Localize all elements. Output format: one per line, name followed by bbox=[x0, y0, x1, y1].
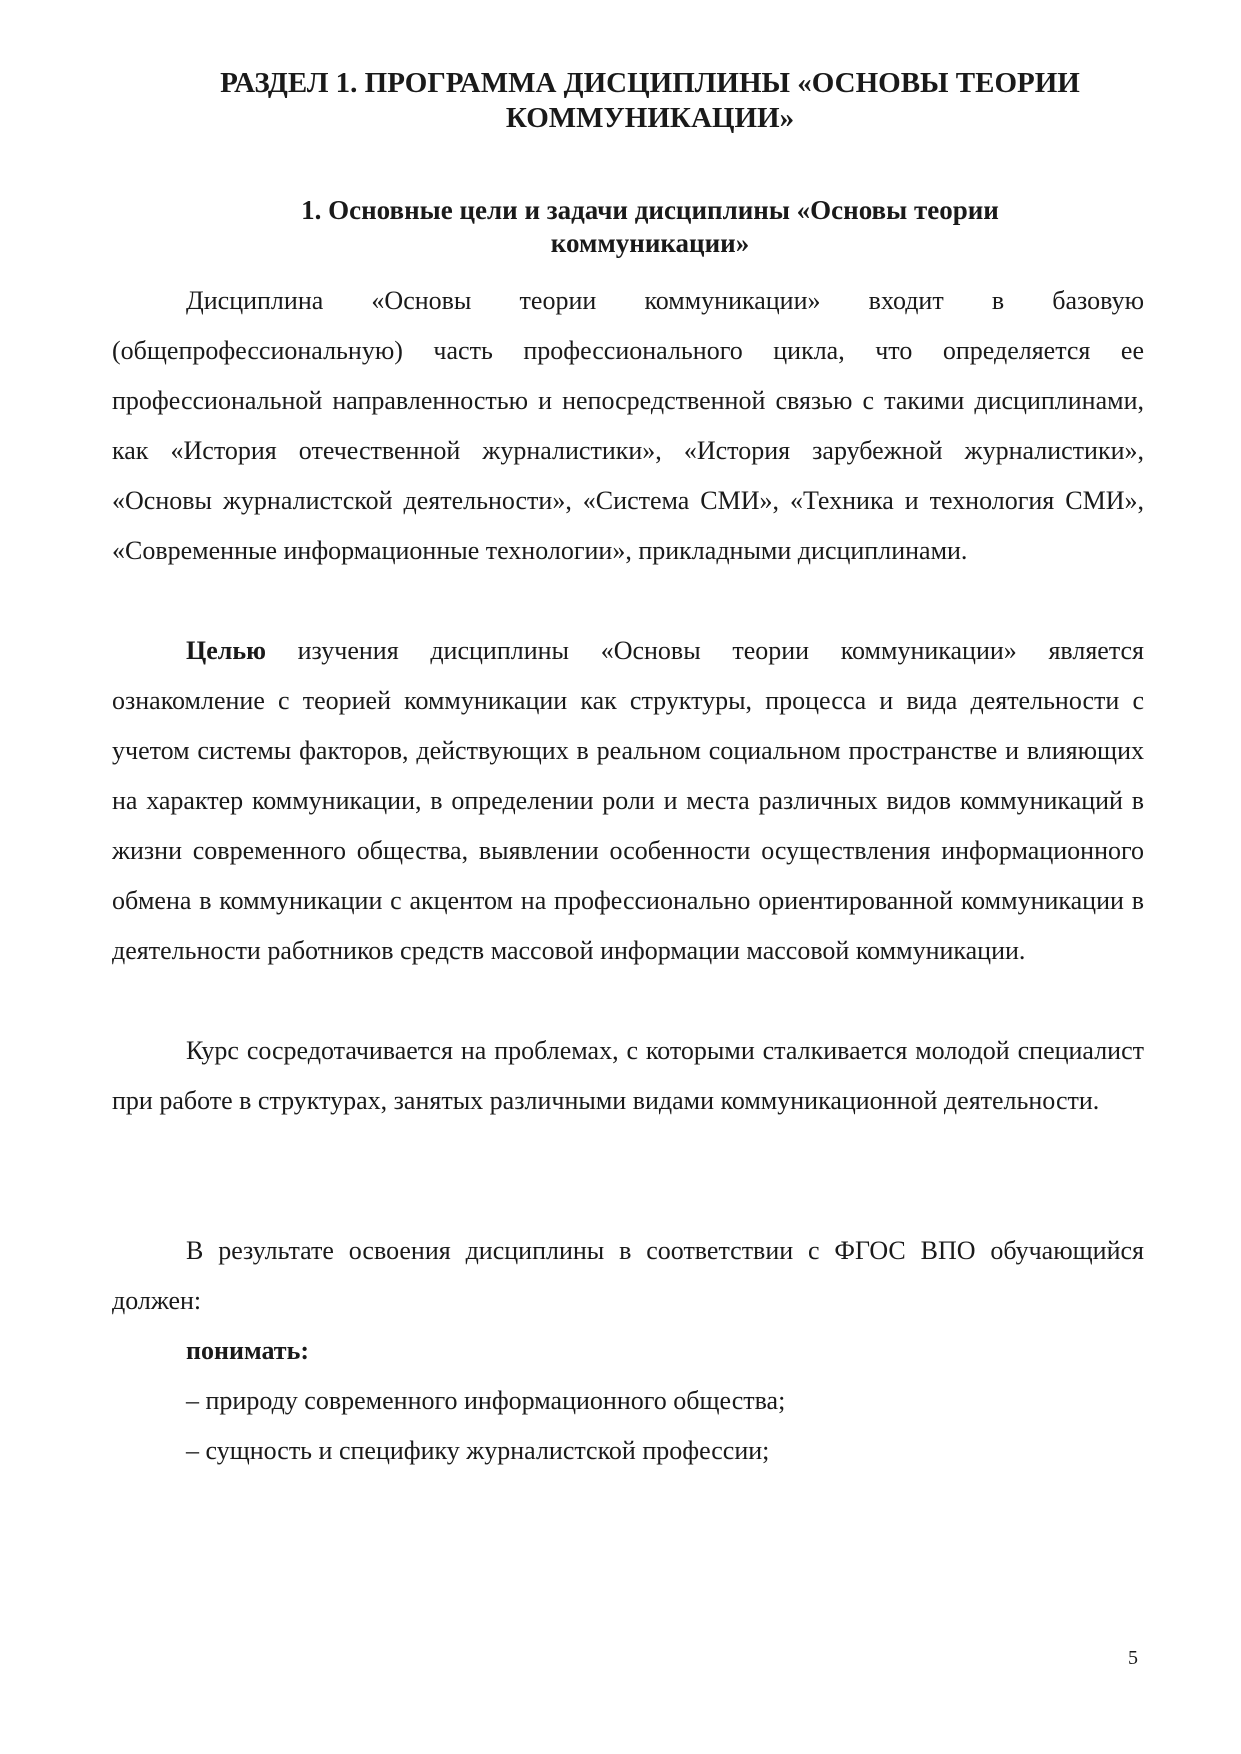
understand-list bbox=[186, 1376, 785, 1476]
understand-label: понимать: bbox=[186, 1336, 309, 1365]
list-item: – природу современного информационного общества; bbox=[186, 1386, 786, 1415]
section-title: РАЗДЕЛ 1. ПРОГРАММА ДИСЦИПЛИНЫ «ОСНОВЫ ТЕОРИИ КОММУНИКАЦИИ» bbox=[220, 67, 1080, 134]
goal-keyword: Целью bbox=[186, 636, 266, 665]
page-number: 5 bbox=[1128, 1647, 1138, 1669]
list-item: – сущность и специфику журналистской профессии; bbox=[186, 1436, 770, 1465]
goal-text: изучения дисциплины «Основы теории коммуникации» является ознакомление с теорией коммуникации как структуры, процесса и вида деятельности с учетом системы факторов, действующих в реальном социальном пространстве и влияющих на характер коммуникации, в определении роли и места различных видов коммуникаций в жизни современного общества, выявлении особенности осуществления информационного обмена в коммуникации с акцентом на профессионально ориентированной коммуникации в деятельности работников средств массовой информации массовой коммуникации. bbox=[112, 636, 1144, 965]
subsection-title: 1. Основные цели и задачи дисциплины «Основы теории коммуникации» bbox=[301, 195, 999, 258]
paragraph-course-focus: Курс сосредотачивается на проблемах, с которыми сталкивается молодой специалист при работе в структурах, занятых различными видами коммуникационной деятельности. bbox=[112, 1036, 1144, 1115]
paragraph-discipline-place: Дисциплина «Основы теории коммуникации» входит в базовую (общепрофессиональную) часть профессионального цикла, что определяется ее профессиональной направленностью и непосредственной связью с такими дисциплинами, как «История отечественной журналистики», «История зарубежной журналистики», «Основы журналистской деятельности», «Система СМИ», «Техника и технология СМИ», «Современные информационные технологии», прикладными дисциплинами. bbox=[112, 286, 1144, 565]
paragraph-learning-outcomes: В результате освоения дисциплины в соответствии с ФГОС ВПО обучающийся должен: bbox=[112, 1236, 1144, 1315]
paragraph-goal bbox=[112, 626, 1144, 976]
